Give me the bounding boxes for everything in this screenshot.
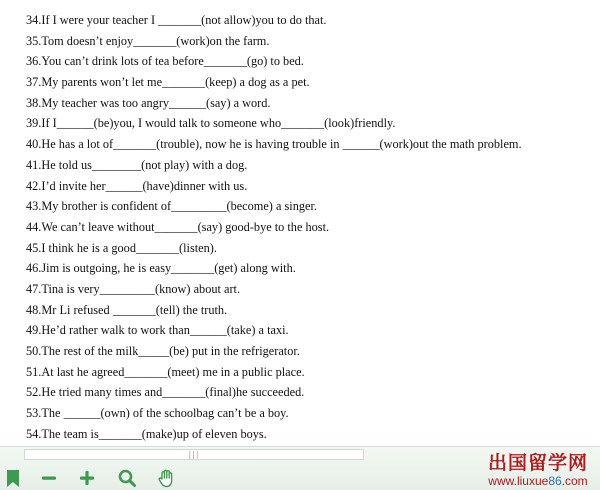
exercise-line: 36.You can’t drink lots of tea before_______(go) to bed.: [26, 54, 304, 69]
exercise-line: 53.The ______(own) of the schoolbag can’t be a boy.: [26, 406, 289, 421]
hand-tool-button[interactable]: [155, 467, 177, 489]
exercise-line: 54.The team is_______(make)up of eleven boys.: [26, 426, 267, 441]
site-watermark: [488, 452, 588, 488]
search-icon: [116, 467, 138, 489]
exercise-line: 43.My brother is confident of_________(become) a singer.: [26, 199, 317, 214]
exercise-line: 47.Tina is very_________(know) about art.: [26, 281, 241, 296]
exercise-line: 34.If I were your teacher I _______(not allow)you to do that.: [26, 13, 327, 27]
exercise-line: 41.He told us________(not play) with a dog.: [26, 157, 248, 172]
exercise-line: 51.At last he agreed_______(meet) me in a public place.: [26, 364, 305, 379]
bookmark-button[interactable]: [2, 467, 24, 489]
watermark-url: [488, 474, 588, 488]
exercise-line: 42.I’d invite her______(have)dinner with us.: [26, 178, 248, 193]
watermark-url-prefix: www.liuxue: [488, 474, 549, 488]
watermark-url-suffix: .com: [561, 474, 588, 488]
exercise-line: 38.My teacher was too angry______(say) a word.: [26, 95, 271, 110]
exercise-line: 40.He has a lot of_______(trouble), now he is having trouble in ______(work)out the math problem.: [26, 137, 522, 152]
bookmark-icon: [2, 467, 24, 489]
exercise-line: 52.He tried many times and_______(final)he succeeded.: [26, 385, 305, 400]
exercise-line: 37.My parents won’t let me_______(keep) a dog as a pet.: [26, 75, 310, 90]
exercise-line: 48.Mr Li refused _______(tell) the truth.: [26, 302, 228, 317]
search-button[interactable]: [116, 467, 138, 489]
exercise-line: 35.Tom doesn’t enjoy_______(work)on the farm.: [26, 33, 270, 48]
scrollbar-thumb[interactable]: [25, 450, 363, 459]
zoom-in-button[interactable]: [76, 467, 98, 489]
horizontal-scrollbar[interactable]: [24, 449, 364, 460]
hand-icon: [155, 467, 177, 489]
exercise-line: 46.Jim is outgoing, he is easy_______(get) along with.: [26, 261, 296, 276]
exercise-line: 39.If I______(be)you, I would talk to someone who_______(look)friendly.: [26, 116, 396, 131]
zoom-out-button[interactable]: [38, 467, 60, 489]
exercise-line: 49.He’d rather walk to work than______(take) a taxi.: [26, 323, 289, 338]
watermark-url-number: 86: [548, 474, 562, 488]
exercise-list: [26, 10, 522, 444]
exercise-line: 44.We can’t leave without_______(say) good-bye to the host.: [26, 219, 330, 234]
grip-icon: |||: [188, 450, 200, 459]
zoom-in-icon: [76, 467, 98, 489]
exercise-line: 45.I think he is a good_______(listen).: [26, 240, 217, 255]
watermark-chinese: 出国留学网: [487, 452, 588, 474]
exercise-line: 50.The rest of the milk_____(be) put in the refrigerator.: [26, 344, 300, 358]
zoom-out-icon: [38, 467, 60, 489]
